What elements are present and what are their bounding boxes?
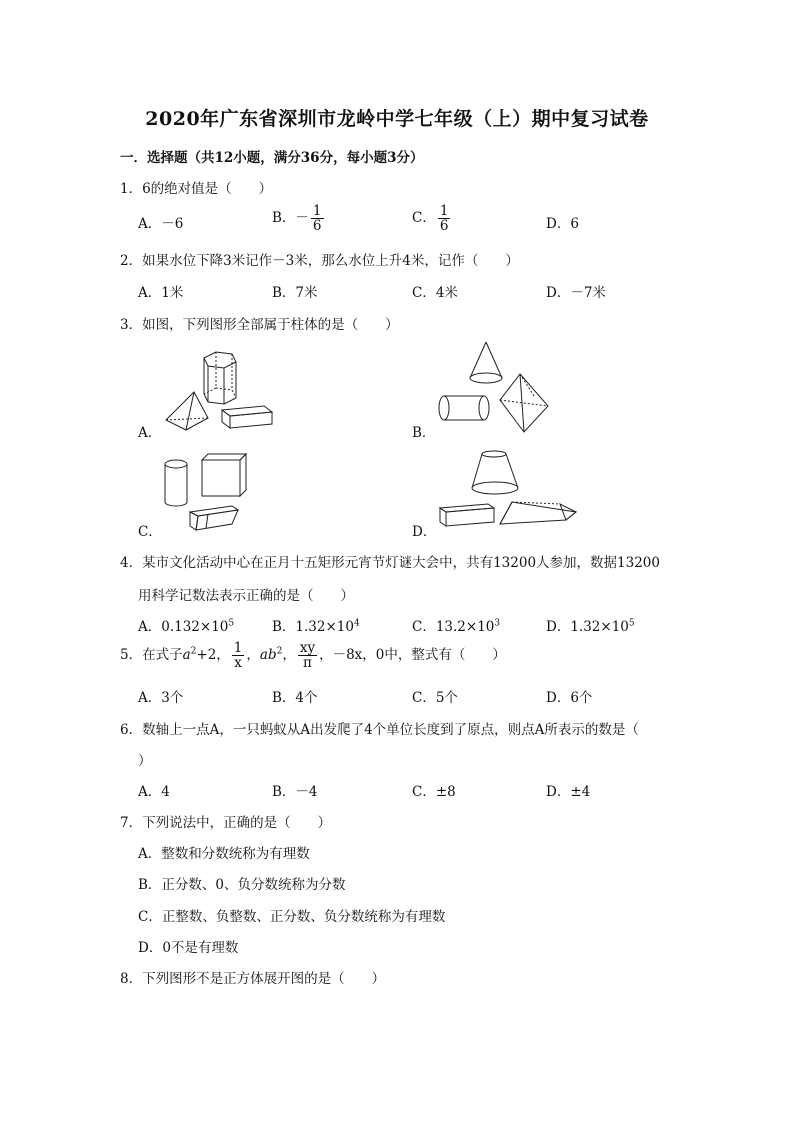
q7-option-a: A．整数和分数统称为有理数 <box>138 846 310 862</box>
q6-option-a: A．4 <box>138 784 170 800</box>
q2-option-d: D．－7米 <box>546 285 606 301</box>
section-heading: 一．选择题（共12小题，满分36分，每小题3分） <box>120 150 424 166</box>
q5-option-d: D．6个 <box>546 690 593 706</box>
q3-stem: 3．如图，下列图形全部属于柱体的是（ ） <box>120 317 399 333</box>
q7-option-d: D．0不是有理数 <box>138 940 239 956</box>
q7-option-b: B．正分数、0、负分数统称为分数 <box>138 877 346 893</box>
q5-option-b: B．4个 <box>272 690 318 706</box>
q4-option-b: B．$1.32\times 10^4$ <box>272 618 360 635</box>
q6-option-c: C．±8 <box>412 784 456 800</box>
q7-option-c: C．正整数、负整数、正分数、负分数统称为有理数 <box>138 909 446 925</box>
q5-option-c: C．5个 <box>412 690 458 706</box>
q2-option-c: C．4米 <box>412 285 458 301</box>
q4-option-a: A．$0.132\times 10^5$ <box>138 618 235 635</box>
q8-stem: 8．下列图形不是正方体展开图的是（ ） <box>120 971 386 987</box>
q6-stem-line2: ） <box>138 753 152 769</box>
q3-figure-d <box>438 446 588 536</box>
q4-option-d: D．$1.32\times 10^5$ <box>546 618 635 635</box>
q5-option-a: A．3个 <box>138 690 184 706</box>
q2-stem: 2．如果水位下降3米记作－3米，那么水位上升4米，记作（ ） <box>120 253 519 269</box>
q7-stem: 7．下列说法中，正确的是（ ） <box>120 815 332 831</box>
q6-stem-line1: 6．数轴上一点A，一只蚂蚁从A出发爬了4个单位长度到了原点，则点A所表示的数是（ <box>120 722 639 738</box>
q3-option-c: C． <box>138 524 162 540</box>
q3-figure-b <box>438 340 558 435</box>
q4-stem-line2: 用科学记数法表示正确的是（ ） <box>138 588 354 604</box>
q3-option-a: A． <box>138 425 162 441</box>
q2-option-b: B．7米 <box>272 285 318 301</box>
q3-figure-a <box>160 350 280 435</box>
q5-stem: 5．在式子$a^2+2$， $\frac{1}{x}$ ，$ab^2$， $\frac{xy}{\pi}$ ，－8x，0中，整式有（ ） <box>120 640 506 671</box>
q6-option-d: D．±4 <box>546 784 591 800</box>
q1-stem: 1．6的绝对值是（ ） <box>120 181 273 197</box>
q1-option-b: B．－ $\frac{1}{6}$ <box>272 203 322 234</box>
q1-option-d: D．6 <box>546 216 579 232</box>
q4-option-c: C．$13.2\times 10^3$ <box>412 618 501 635</box>
q3-option-d: D． <box>412 524 437 540</box>
q6-option-b: B．－4 <box>272 784 318 800</box>
q2-option-a: A．1米 <box>138 285 184 301</box>
q1-option-c: C． $\frac{1}{6}$ <box>412 203 449 234</box>
q3-figure-c <box>160 450 280 535</box>
q3-option-b: B． <box>412 425 436 441</box>
q1-option-a: A．－6 <box>138 216 184 232</box>
page-title: 2020年广东省深圳市龙岭中学七年级（上）期中复习试卷 <box>145 108 649 130</box>
q4-stem-line1: 4．某市文化活动中心在正月十五矩形元宵节灯谜大会中，共有13200人参加，数据13200 <box>120 555 660 571</box>
